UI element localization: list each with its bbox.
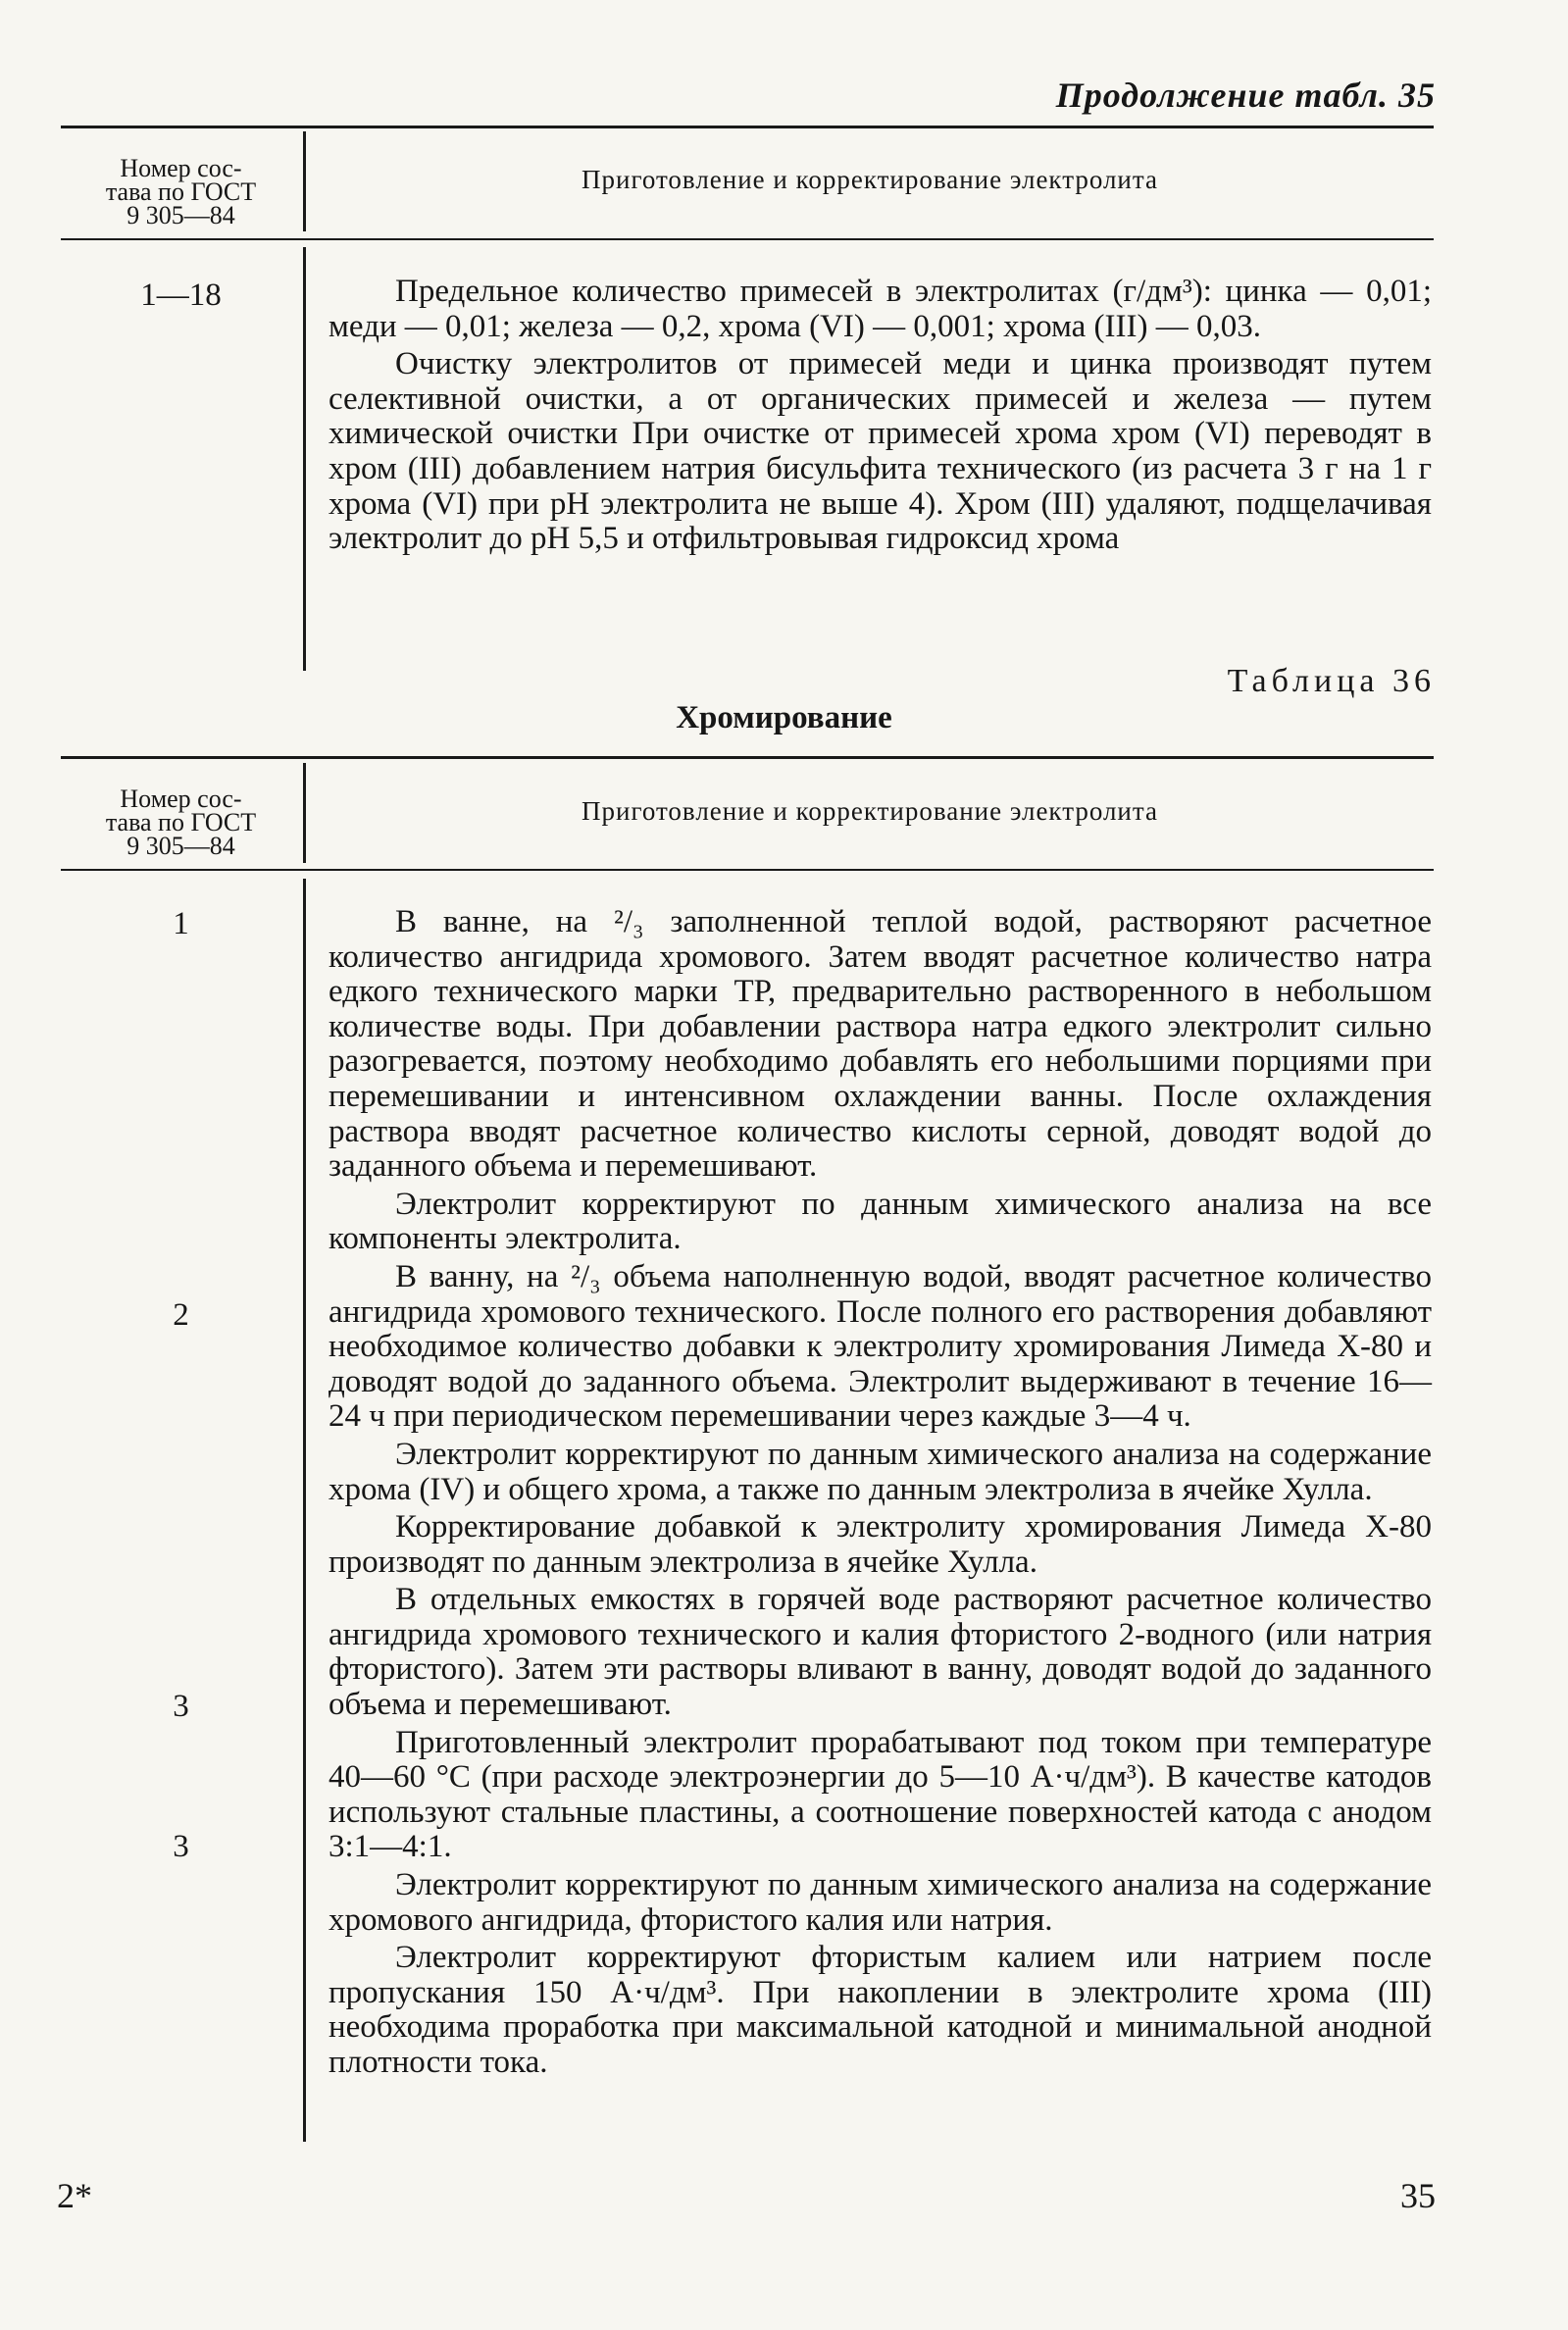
table36-row-number: 3 xyxy=(173,1829,189,1864)
header-col1-line: 9 305—84 xyxy=(126,832,235,860)
paragraph: Предельное количество примесей в электролитах (г/дм³): цинка — 0,01; меди — 0,01; железа — 0,2, хрома (VI) — 0,001; хрома (III) — 0,03. xyxy=(329,274,1432,344)
table35-header-col2: Приготовление и корректирование электролита xyxy=(582,165,1158,194)
paragraph: В отдельных емкостях в горячей воде растворяют расчетное количество ангидрида хромового технического и калия фтористого 2-водного (или натрия фтористого). Затем эти растворы вливают в ванну, доводят водой до заданного объема и перемешивают. xyxy=(329,1582,1432,1723)
paragraph: Корректирование добавкой к электролиту хромирования Лимеда Х-80 производят по данным электролиза в ячейке Хулла. xyxy=(329,1509,1432,1580)
table36-header-col2: Приготовление и корректирование электролита xyxy=(582,796,1158,826)
table36-title: Хромирование xyxy=(676,700,892,735)
table35-header-col1 xyxy=(61,154,301,229)
page-number: 35 xyxy=(1400,2176,1436,2215)
continuation-caption: Продолжение табл. 35 xyxy=(1055,76,1436,115)
paragraph: Электролит корректируют по данным химического анализа на содержание хромового ангидрида, фтористого калия или натрия. xyxy=(329,1867,1432,1938)
paragraph: Электролит корректируют по данным химического анализа на все компоненты электролита. xyxy=(329,1186,1432,1257)
table36-row-number: 3 xyxy=(173,1689,189,1724)
table36-top-rule xyxy=(61,756,1434,759)
header-col1-line: тава по ГОСТ xyxy=(105,177,257,206)
paragraph: Электролит корректируют по данным химического анализа на содержание хрома (IV) и общего хрома, а также по данным электролиза в ячейке Хулла. xyxy=(329,1436,1432,1507)
header-col1-line: 9 305—84 xyxy=(126,201,235,229)
table35-row-number: 1—18 xyxy=(140,278,222,313)
table35-body-divider xyxy=(303,247,306,671)
table36-body-text xyxy=(329,905,1432,2084)
header-col1-line: Номер сос- xyxy=(120,154,242,182)
table35-top-rule xyxy=(61,126,1434,128)
table36-label: Таблица 36 xyxy=(1227,663,1436,699)
table36-row-number: 2 xyxy=(173,1297,189,1333)
paragraph: Электролит корректируют фтористым калием или натрием после пропускания 150 А·ч/дм³. При накоплении в электролите хрома (III) необходима проработка при максимальной катодной и минимальной анодной плотности тока. xyxy=(329,1940,1432,2080)
table36-body-divider xyxy=(303,879,306,2142)
paragraph: В ванну, на ²/₃ объема наполненную водой, вводят расчетное количество ангидрида хромового технического. После полного его растворения добавляют необходимое количество добавки к электролиту хромирования Лимеда Х-80 и доводят водой до заданного объема. Электролит выдерживают в течение 16—24 ч при периодическом перемешивании через каждые 3—4 ч. xyxy=(329,1258,1432,1435)
table35-header-divider xyxy=(303,131,306,231)
header-col1-line: Номер сос- xyxy=(120,785,242,813)
paragraph: Приготовленный электролит прорабатывают под током при температуре 40—60 °С (при расходе электроэнергии до 5—10 А·ч/дм³). В качестве катодов используют стальные пластины, а соотношение поверхностей катода с анодом 3:1—4:1. xyxy=(329,1724,1432,1865)
paragraph: В ванне, на ²/₃ заполненной теплой водой, растворяют расчетное количество ангидрида хромового. Затем вводят расчетное количество натра едкого технического марки ТР, предварительно растворенного в небольшом количестве воды. При добавлении раствора натра едкого электролит сильно разогревается, поэтому необходимо добавлять его небольшими порциями при перемешивании и интенсивном охлаждении ванны. После охлаждения раствора вводят расчетное количество кислоты серной, доводят водой до заданного объема и перемешивают. xyxy=(329,904,1432,1185)
table35-header-rule xyxy=(61,238,1434,240)
table36-row-number: 1 xyxy=(173,906,189,941)
table35-row-text xyxy=(329,275,1432,560)
signature-mark: 2* xyxy=(57,2176,92,2215)
table36-header-col1 xyxy=(61,787,301,858)
table36-header-divider xyxy=(303,763,306,863)
paragraph: Очистку электролитов от примесей меди и цинка производят путем селективной очистки, а от органических примесей и железа — путем химической очистки При очистке от примесей хрома хром (VI) переводят в хром (III) добавлением натрия бисульфита технического (из расчета 3 г на 1 г хрома (VI) при pH электролита не выше 4). Хром (III) удаляют, подщелачивая электролит до pH 5,5 и отфильтровывая гидроксид хрома xyxy=(329,346,1432,557)
table36-header-rule xyxy=(61,869,1434,871)
header-col1-line: тава по ГОСТ xyxy=(105,808,257,836)
